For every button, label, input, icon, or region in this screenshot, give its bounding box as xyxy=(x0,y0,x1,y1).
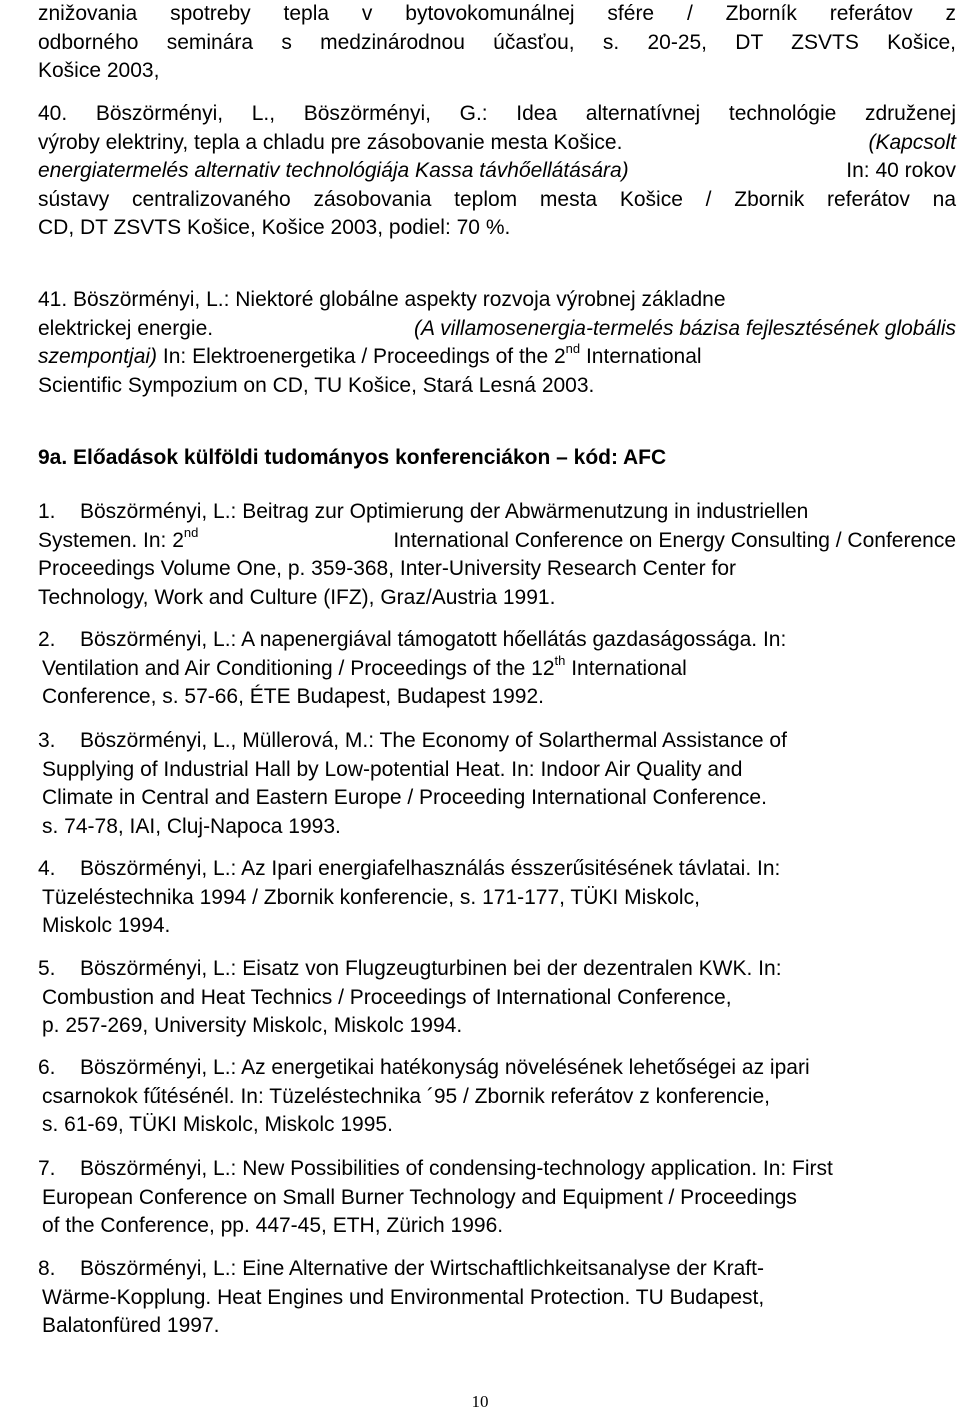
text-line: Climate in Central and Eastern Europe / Proceeding International Conference. xyxy=(42,786,767,810)
text-line xyxy=(38,1255,958,1284)
entry-number: 7. xyxy=(38,1157,56,1180)
text-segment: International xyxy=(571,656,687,680)
text-line: s. 61-69, TÜKI Miskolc, Miskolc 1995. xyxy=(42,1113,393,1137)
italic-title: (Kapcsolt xyxy=(868,130,956,154)
text-line: Combustion and Heat Technics / Proceedings of International Conference, xyxy=(42,985,732,1009)
text-line: s. 74-78, IAI, Cluj-Napoca 1993. xyxy=(42,814,341,838)
text-line xyxy=(38,129,956,158)
superscript: nd xyxy=(565,341,581,357)
entry-number: 4. xyxy=(38,857,56,880)
reference-item-41 xyxy=(38,286,956,400)
text-line: Wärme-Kopplung. Heat Engines und Environmental Protection. TU Budapest, xyxy=(42,1285,765,1309)
text-segment: International Conference on Energy Consulting / Conference xyxy=(393,528,956,552)
page-number: 10 xyxy=(471,1392,489,1411)
text-segment: Böszörményi, L.: Eine Alternative der Wirtschaftlichkeitsanalyse der Kraft- xyxy=(80,1257,764,1280)
text-line: odborného seminára s medzinárodnou účasťou, s. 20-25, DT ZSVTS Košice, xyxy=(38,30,956,54)
text-line: sústavy centralizovaného zásobovania teplom mesta Košice / Zbornik referátov na xyxy=(38,187,956,211)
superscript: nd xyxy=(183,524,199,540)
text-line xyxy=(38,157,956,186)
text-line: CD, DT ZSVTS Košice, Košice 2003, podiel: 70 %. xyxy=(38,216,511,240)
text-line xyxy=(38,652,958,684)
text-line: Košice 2003, xyxy=(38,59,160,83)
text-segment: Böszörményi, L.: Az energetikai hatékonyság növelésének lehetőségei az ipari xyxy=(80,1056,810,1079)
text-segment: Böszörményi, L.: New Possibilities of condensing-technology application. In: First xyxy=(80,1157,833,1180)
text-segment: Systemen. In: 2 xyxy=(38,528,184,552)
text-line: csarnokok fűtésénél. In: Tüzeléstechnika ´95 / Zbornik referátov z konferencie, xyxy=(42,1084,770,1108)
text-line: p. 257-269, University Miskolc, Miskolc 1994. xyxy=(42,1014,463,1038)
text-line xyxy=(38,955,958,984)
italic-title: szempontjai) xyxy=(38,345,158,369)
superscript: th xyxy=(554,652,566,668)
text-line: of the Conference, pp. 447-45, ETH, Zürich 1996. xyxy=(42,1214,504,1238)
text-line: European Conference on Small Burner Technology and Equipment / Proceedings xyxy=(42,1185,797,1209)
entry-number: 8. xyxy=(38,1257,56,1280)
text-line xyxy=(38,727,958,756)
text-line xyxy=(38,855,958,884)
text-segment: Böszörményi, L., Müllerová, M.: The Economy of Solarthermal Assistance of xyxy=(80,729,787,752)
conference-entry-3 xyxy=(38,727,958,841)
text-line xyxy=(38,1155,958,1184)
text-line: Tüzeléstechnika 1994 / Zbornik konferencie, s. 171-177, TÜKI Miskolc, xyxy=(42,885,700,909)
text-line: znižovania spotreby tepla v bytovokomunálnej sfére / Zborník referátov z xyxy=(38,2,956,25)
conference-entry-2 xyxy=(38,626,958,712)
entry-number: 2. xyxy=(38,628,56,651)
text-line: Scientific Sympozium on CD, TU Košice, Stará Lesná 2003. xyxy=(38,373,595,397)
text-line: Conference, s. 57-66, ÉTE Budapest, Budapest 1992. xyxy=(42,685,544,709)
conference-entry-4 xyxy=(38,855,958,941)
text-line: 40. Böszörményi, L., Böszörményi, G.: Idea alternatívnej technológie združenej xyxy=(38,102,956,125)
text-segment: In: Elektroenergetika / Proceedings of the 2 xyxy=(162,345,566,369)
text-segment: Ventilation and Air Conditioning / Proceedings of the 12 xyxy=(42,656,555,680)
entry-number: 5. xyxy=(38,957,56,980)
text-segment: elektrickej energie. xyxy=(38,316,214,340)
entry-number: 6. xyxy=(38,1056,56,1079)
italic-title: energiatermelés alternativ technológiája Kassa távhőellátására) xyxy=(38,159,629,183)
text-segment: International xyxy=(585,345,702,369)
text-line xyxy=(38,315,956,344)
text-segment xyxy=(38,524,199,556)
italic-title: (A villamosenergia-termelés bázisa fejlesztésének globális xyxy=(414,316,956,340)
text-segment: Böszörményi, L.: Beitrag zur Optimierung der Abwärmenutzung in industriellen xyxy=(80,500,809,523)
text-segment: Böszörményi, L.: A napenergiával támogatott hőellátás gazdaságossága. In: xyxy=(80,628,787,651)
text-line: Supplying of Industrial Hall by Low-potential Heat. In: Indoor Air Quality and xyxy=(42,757,743,781)
text-line xyxy=(38,626,958,655)
text-segment: Böszörményi, L.: Az Ipari energiafelhasználás ésszerűsitésének távlatai. In: xyxy=(80,857,781,880)
entry-number: 1. xyxy=(38,500,56,523)
section-heading: 9a. Előadások külföldi tudományos konferenciákon – kód: AFC xyxy=(38,446,667,469)
reference-continuation xyxy=(38,0,956,86)
text-segment: Böszörményi, L.: Eisatz von Flugzeugturbinen bei der dezentralen KWK. In: xyxy=(80,957,782,980)
text-line: 41. Böszörményi, L.: Niektoré globálne aspekty rozvoja výrobnej základne xyxy=(38,288,726,311)
text-line xyxy=(38,524,956,556)
conference-entry-5 xyxy=(38,955,958,1041)
text-line: Miskolc 1994. xyxy=(42,914,171,938)
text-line: Technology, Work and Culture (IFZ), Graz/Austria 1991. xyxy=(38,585,556,609)
conference-entry-8 xyxy=(38,1255,958,1341)
text-line xyxy=(38,1054,958,1083)
reference-item-40 xyxy=(38,100,956,243)
text-line: Proceedings Volume One, p. 359-368, Inter-University Research Center for xyxy=(38,557,737,581)
text-segment: výroby elektriny, tepla a chladu pre zásobovanie mesta Košice. xyxy=(38,130,623,154)
text-segment: In: 40 rokov xyxy=(846,159,956,183)
conference-entry-1 xyxy=(38,498,956,612)
text-line: Balatonfüred 1997. xyxy=(42,1314,220,1338)
conference-entry-7 xyxy=(38,1155,958,1241)
text-line xyxy=(38,343,838,372)
conference-entry-6 xyxy=(38,1054,958,1140)
text-line xyxy=(38,498,956,527)
entry-number: 3. xyxy=(38,729,56,752)
